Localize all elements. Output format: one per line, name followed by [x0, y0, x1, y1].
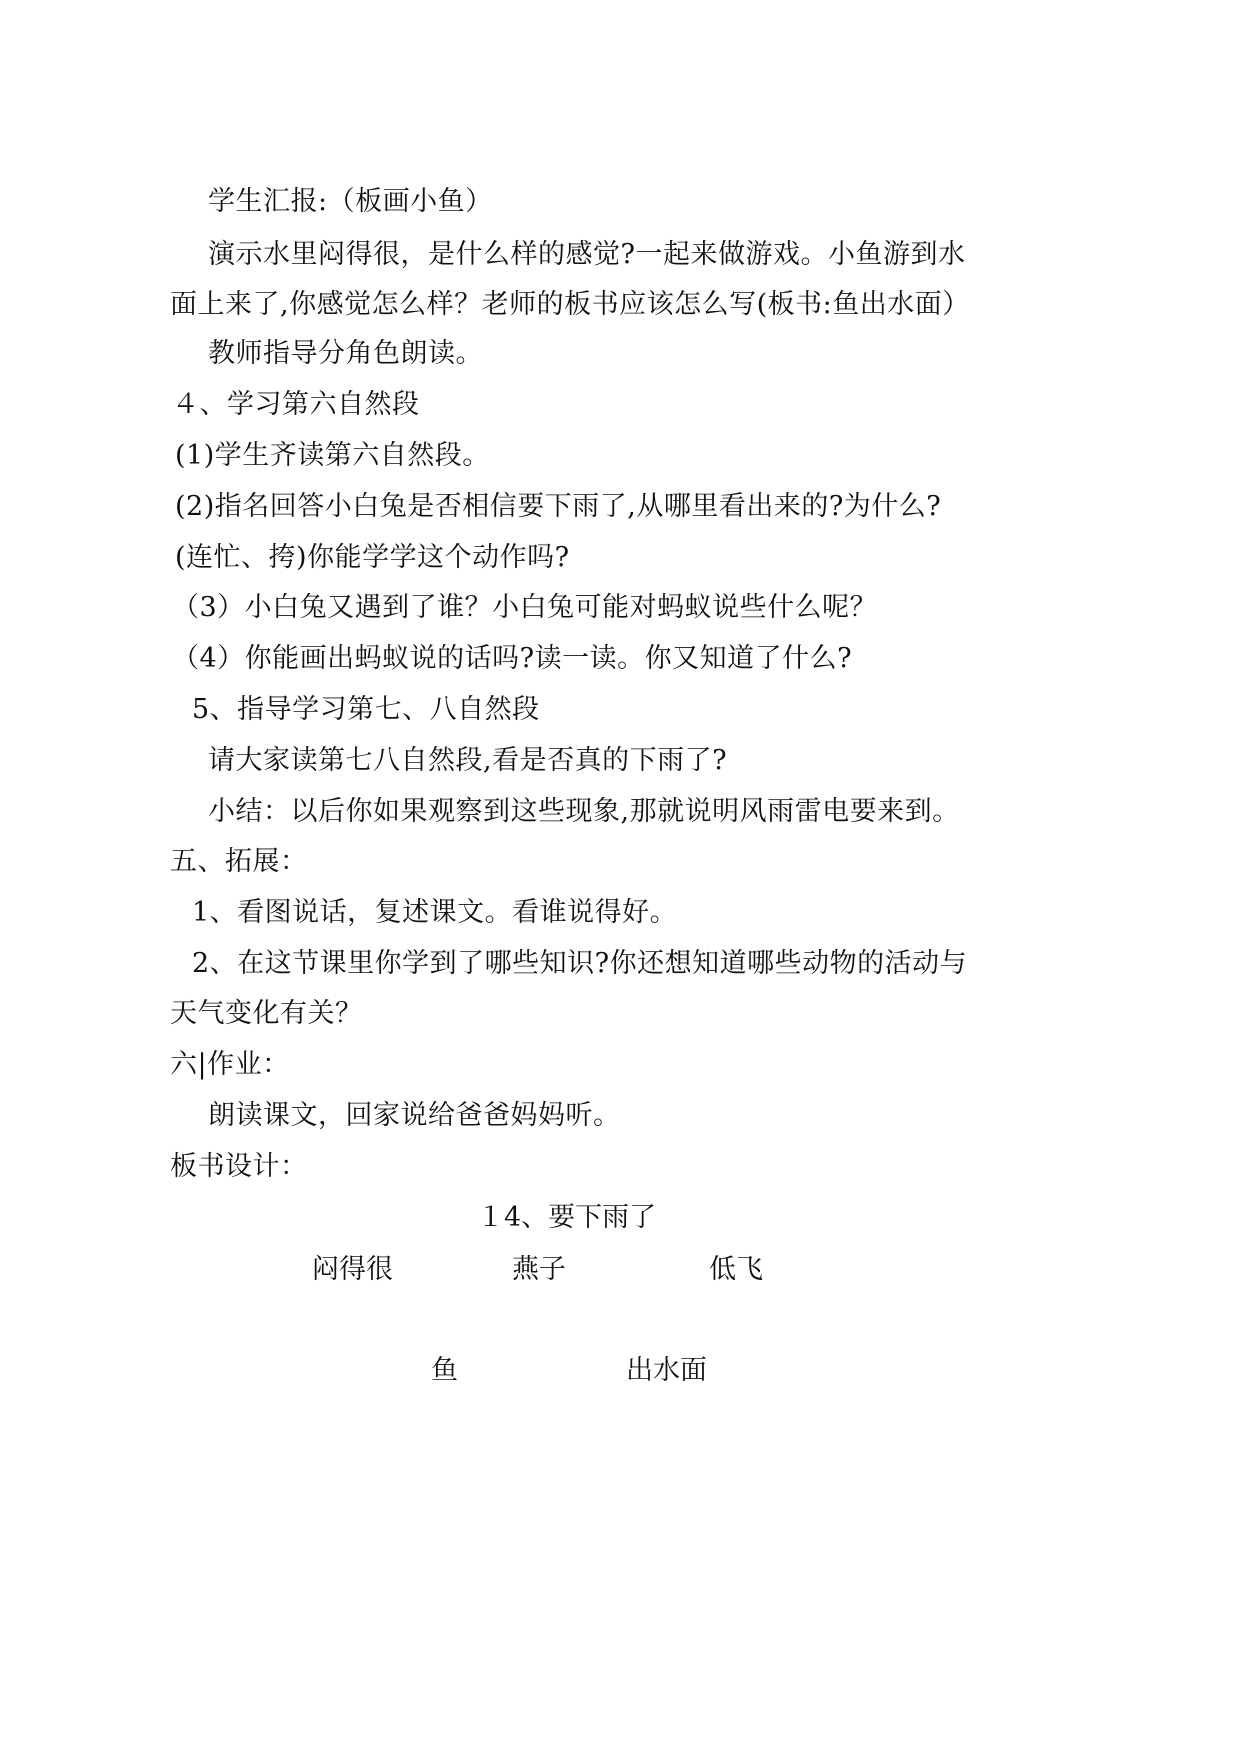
paragraph-line: 教师指导分角色朗读。 — [208, 338, 483, 369]
paragraph-line: （4）你能画出蚂蚁说的话吗?读一读。你又知道了什么? — [172, 643, 853, 674]
paragraph-line: 天气变化有关？ — [170, 998, 363, 1029]
paragraph-line: (1)学生齐读第六自然段。 — [175, 440, 490, 471]
paragraph-line: (连忙、挎)你能学学这个动作吗? — [175, 542, 570, 573]
paragraph-line: 小结：以后你如果观察到这些现象,那就说明风雨雷电要来到。 — [208, 796, 960, 827]
paragraph-line: （3）小白兔又遇到了谁？小白兔可能对蚂蚁说些什么呢？ — [172, 592, 878, 623]
paragraph-line: 演示水里闷得很，是什么样的感觉?一起来做游戏。小鱼游到水 — [208, 239, 966, 270]
board-item: 闷得很 — [312, 1254, 393, 1285]
section-heading: ４、学习第六自然段 — [172, 389, 420, 420]
paragraph-line: (2)指名回答小白兔是否相信要下雨了,从哪里看出来的?为什么? — [175, 491, 942, 522]
section-heading: 板书设计： — [170, 1151, 308, 1182]
board-item: 鱼 — [431, 1355, 458, 1386]
section-heading: 五、拓展： — [170, 846, 308, 877]
paragraph-line: 1、看图说话，复述课文。看谁说得好。 — [192, 897, 678, 928]
board-item: 低飞 — [709, 1254, 763, 1285]
paragraph-line: 2、在这节课里你学到了哪些知识?你还想知道哪些动物的活动与 — [192, 948, 968, 979]
paragraph-line: 面上来了,你感觉怎么样？老师的板书应该怎么写(板书:鱼出水面） — [170, 289, 970, 320]
board-item: 燕子 — [512, 1254, 566, 1285]
section-heading: 六|作业： — [170, 1049, 290, 1080]
paragraph-line: 朗读课文，回家说给爸爸妈妈听。 — [208, 1100, 621, 1131]
section-heading: 5、指导学习第七、八自然段 — [192, 694, 540, 725]
paragraph-line: 请大家读第七八自然段,看是否真的下雨了? — [208, 745, 728, 776]
paragraph-line: 学生汇报:（板画小鱼） — [208, 186, 493, 217]
board-title: １4、要下雨了 — [477, 1202, 657, 1233]
board-item: 出水面 — [626, 1355, 707, 1386]
